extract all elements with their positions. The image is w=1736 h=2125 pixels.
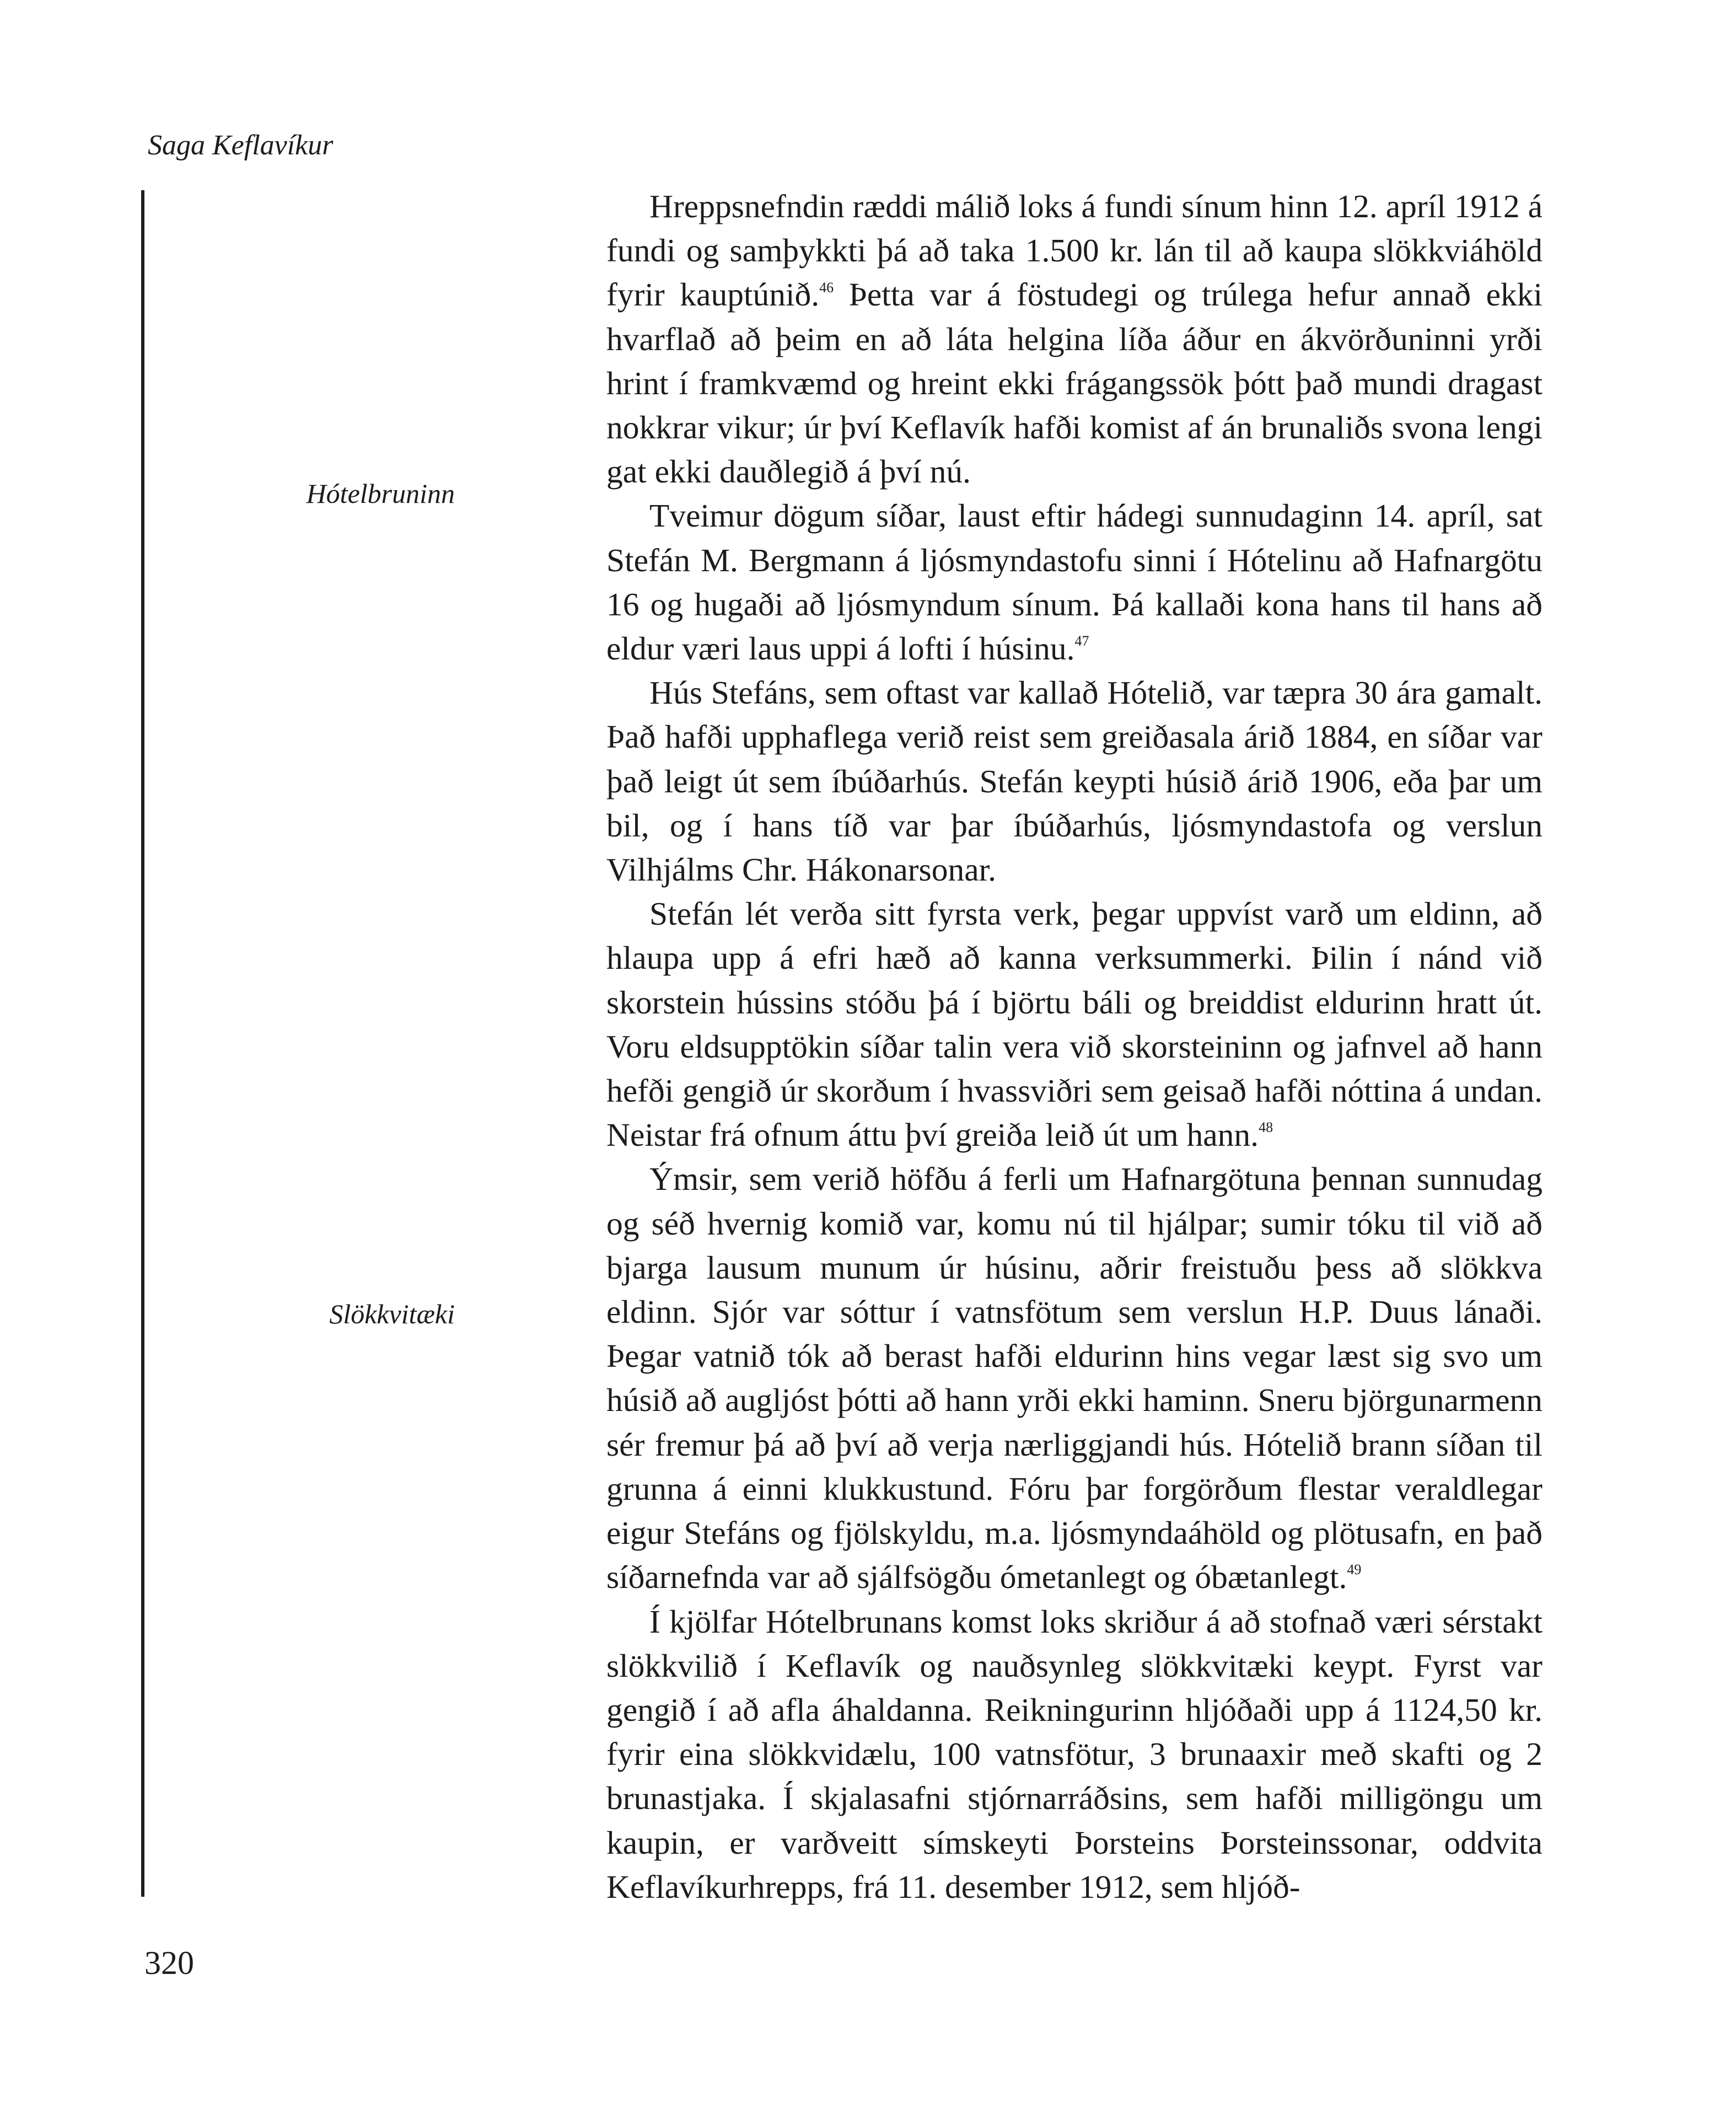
paragraph-5-text: Ýmsir, sem verið höfðu á ferli um Hafnargötuna þennan sunnudag og séð hvernig komið var, komu nú til hjálpar; sumir tóku til við að bjarga lausum munum úr húsinu, aðrir freistuðu þess að slökkva eldinn. Sjór var sóttur í vatnsfötum sem verslun H.P. Duus lánaði. Þegar vatnið tók að berast hafði eldurinn hins vegar læst sig svo um húsið að augljóst þótti að hann yrði ekki haminn. Sneru björgunarmenn sér fremur þá að því að verja nærliggjandi hús. Hótelið brann síðan til grunna á einni klukkustund. Fóru þar forgörðum flestar veraldlegar eigur Stefáns og fjölskyldu, m.a. ljósmyndaáhöld og plötusafn, en það síðarnefnda var að sjálfsögðu ómetanlegt og óbætanlegt.	[606, 1161, 1542, 1596]
paragraph-4-text: Stefán lét verða sitt fyrsta verk, þegar uppvíst varð um eldinn, að hlaupa upp á efri hæð að kanna verksummerki. Þilin í nánd við skorstein hússins stóðu þá í björtu báli og breiddist eldurinn hratt út. Voru eldsupptökin síðar talin vera við skorsteininn og jafnvel að hann hefði gengið úr skorðum í hvassviðri sem geisað hafði nóttina á undan. Neistar frá ofnum áttu því greiða leið út um hann.	[606, 895, 1542, 1153]
margin-note-slokkvitaeki: Slökkvitæki	[329, 1298, 455, 1329]
paragraph-6-text: Í kjölfar Hótelbrunans komst loks skriður á að stofnað væri sérstakt slökkvilið í Keflavík og nauðsynleg slökkvitæki keypt. Fyrst var gengið í að afla áhaldanna. Reikningurinn hljóðaði upp á 1124,50 kr. fyrir eina slökkvidælu, 100 vatnsfötur, 3 brunaaxir með skafti og 2 brunastjaka. Í skjalasafni stjórnarráðsins, sem hafði milligöngu um kaupin, er varðveitt símskeyti Þorsteins Þorsteinssonar, oddvita Keflavíkurhrepps, frá 11. desember 1912, sem hljóð-	[606, 1603, 1542, 1905]
paragraph-1	[606, 184, 1542, 493]
paragraph-6	[606, 1600, 1542, 1909]
body-text	[606, 184, 1542, 1909]
paragraph-1-text-cont: Þetta var á föstudegi og trúlega hefur annað ekki hvarflað að þeim en að láta helgina líða áður en ákvörðuninni yrði hrint í framkvæmd og hreint ekki frágangssök þótt það mundi dragast nokkrar vikur; úr því Keflavík hafði komist af án brunaliðs svona lengi gat ekki dauðlegið á því nú.	[606, 276, 1543, 490]
running-header: Saga Keflavíkur	[148, 130, 334, 161]
footnote-ref-47: 47	[1074, 633, 1089, 650]
paragraph-3-text: Hús Stefáns, sem oftast var kallað Hótelið, var tæpra 30 ára gamalt. Það hafði upphaflega verið reist sem greiðasala árið 1884, en síðar var það leigt út sem íbúðarhús. Stefán keypti húsið árið 1906, eða þar um bil, og í hans tíð var þar íbúðarhús, ljósmyndastofa og verslun Vilhjálms Chr. Hákonarsonar.	[606, 674, 1542, 888]
paragraph-5	[606, 1157, 1542, 1599]
paragraph-3	[606, 670, 1542, 892]
footnote-ref-48: 48	[1259, 1119, 1273, 1136]
paragraph-2	[606, 493, 1542, 670]
margin-rule	[141, 190, 144, 1897]
footnote-ref-49: 49	[1347, 1561, 1362, 1578]
footnote-ref-46: 46	[819, 279, 834, 296]
page-number: 320	[144, 1945, 194, 1981]
margin-note-hotelbruninn: Hótelbruninn	[306, 478, 455, 509]
paragraph-1-text: Hreppsnefndin ræddi málið loks á fundi sínum hinn 12. apríl 1912 á fundi og samþykkti þá að taka 1.500 kr. lán til að kaupa slökkviáhöld fyrir kauptúnið.	[606, 188, 1542, 313]
paragraph-2-text: Tveimur dögum síðar, laust eftir hádegi sunnudaginn 14. apríl, sat Stefán M. Bergmann á ljósmyndastofu sinni í Hótelinu að Hafnargötu 16 og hugaði að ljósmyndum sínum. Þá kallaði kona hans til hans að eldur væri laus uppi á lofti í húsinu.	[606, 497, 1542, 667]
paragraph-4	[606, 892, 1542, 1157]
